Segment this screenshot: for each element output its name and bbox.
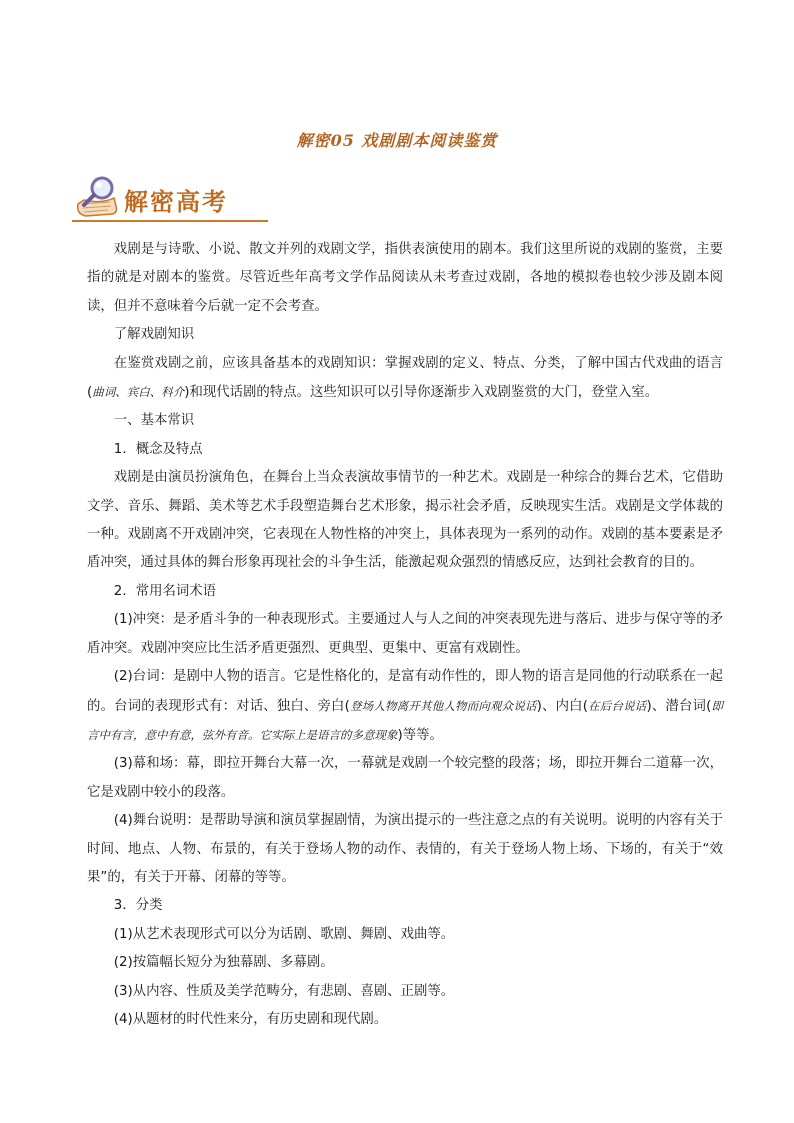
paragraph-text: )和现代话剧的特点。这些知识可以引导你逐渐步入戏剧鉴赏的大门，登堂入室。 xyxy=(184,385,659,401)
paragraph-text: 在鉴赏戏剧之前，应该具备基本的戏剧知识：掌握戏剧的定义、特点、分类，了解中国古代戏曲的语言( xyxy=(87,355,723,401)
paragraph-text: 2．常用名词术语 xyxy=(113,583,217,599)
paragraph xyxy=(87,921,723,949)
banner-label: 解密高考 xyxy=(124,187,228,216)
paragraph-text: 1．概念及特点 xyxy=(113,441,203,457)
paragraph-text: 戏剧是与诗歌、小说、散文并列的戏剧文学，指供表演使用的剧本。我们这里所说的戏剧的鉴赏，主要指的就是对剧本的鉴赏。尽管近些年高考文学作品阅读从未考查过戏剧，各地的模拟卷也较少涉及剧本阅读，但并不意味着今后就一定不会考查。 xyxy=(87,242,723,314)
paragraph xyxy=(87,236,723,321)
paragraph-text: (1)从艺术表现形式可以分为话剧、歌剧、舞剧、戏曲等。 xyxy=(113,926,455,942)
inline-note: 登场人物离开其他人物而向观众说话 xyxy=(349,698,537,713)
paragraph xyxy=(87,978,723,1006)
paragraph xyxy=(87,892,723,920)
paragraph xyxy=(87,321,723,349)
paragraph xyxy=(87,750,723,807)
paragraph-text: (1)冲突：是矛盾斗争的一种表现形式。主要通过人与人之间的冲突表现先进与落后、进步与保守等的矛盾冲突。戏剧冲突应比生活矛盾更强烈、更典型、更集中、更富有戏剧性。 xyxy=(87,612,723,656)
paragraph-text: (2)台词：是剧中人物的语言。它是性格化的，是富有动作性的，即人物的语言是同他的行动联系在一起的。台词的表现形式有：对话、独白、旁白( xyxy=(87,669,723,714)
paragraph xyxy=(87,663,723,750)
paragraph-text: )等等。 xyxy=(397,727,443,743)
inline-note: 在后台说话 xyxy=(587,698,647,713)
paragraph-text: (3)从内容、性质及美学范畴分，有悲剧、喜剧、正剧等。 xyxy=(113,983,455,999)
paragraph-text: (4)舞台说明：是帮助导演和演员掌握剧情，为演出提示的一些注意之点的有关说明。说明的内容有关于时间、地点、人物、布景的，有关于登场人物的动作、表情的，有关于登场人物上场、下场的，有关于“效果”的，有关于开幕、闭幕的等等。 xyxy=(87,813,723,885)
paragraph xyxy=(87,949,723,977)
paragraph-text: (2)按篇幅长短分为独幕剧、多幕剧。 xyxy=(113,955,334,971)
paragraph xyxy=(87,578,723,606)
inline-note: 曲词、宾白、科介 xyxy=(92,385,185,400)
paragraph xyxy=(87,1006,723,1034)
paragraph-text: 3．分类 xyxy=(113,898,163,914)
paragraph-text: (4)从题材的时代性来分，有历史剧和现代剧。 xyxy=(113,1011,388,1027)
document-body xyxy=(87,236,723,1034)
document-title: 解密05 戏剧剧本阅读鉴赏 xyxy=(296,131,498,150)
paragraph xyxy=(87,350,723,408)
paragraph-text: )、内白( xyxy=(536,698,588,714)
paragraph-text: (3)幕和场：幕，即拉开舞台大幕一次，一幕就是戏剧一个较完整的段落；场，即拉开舞台二道幕一次，它是戏剧中较小的段落。 xyxy=(87,756,723,800)
paragraph-text: 戏剧是由演员扮演角色，在舞台上当众表演故事情节的一种艺术。戏剧是一种综合的舞台艺术，它借助文学、音乐、舞蹈、美术等艺术手段塑造舞台艺术形象，揭示社会矛盾，反映现实生活。戏剧是文学体裁的一种。戏剧离不开戏剧冲突，它表现在人物性格的冲突上，具体表现为一系列的动作。戏剧的基本要素是矛盾冲突，通过具体的舞台形象再现社会的斗争生活，能激起观众强烈的情感反应，达到社会教育的目的。 xyxy=(87,470,723,571)
magnifier-scroll-icon xyxy=(72,174,124,222)
inline-note: 即言中有言，意中有意，弦外有音。它实际上是语言的多意现象 xyxy=(87,698,724,742)
paragraph xyxy=(87,407,723,435)
paragraph xyxy=(87,436,723,464)
paragraph xyxy=(87,464,723,578)
paragraph-text: )、潜台词( xyxy=(646,698,712,714)
paragraph xyxy=(87,606,723,663)
paragraph xyxy=(87,807,723,892)
banner-underline xyxy=(72,220,268,222)
paragraph-text: 了解戏剧知识 xyxy=(113,327,195,343)
section-banner xyxy=(72,174,272,226)
paragraph-text: 一、基本常识 xyxy=(113,413,195,429)
